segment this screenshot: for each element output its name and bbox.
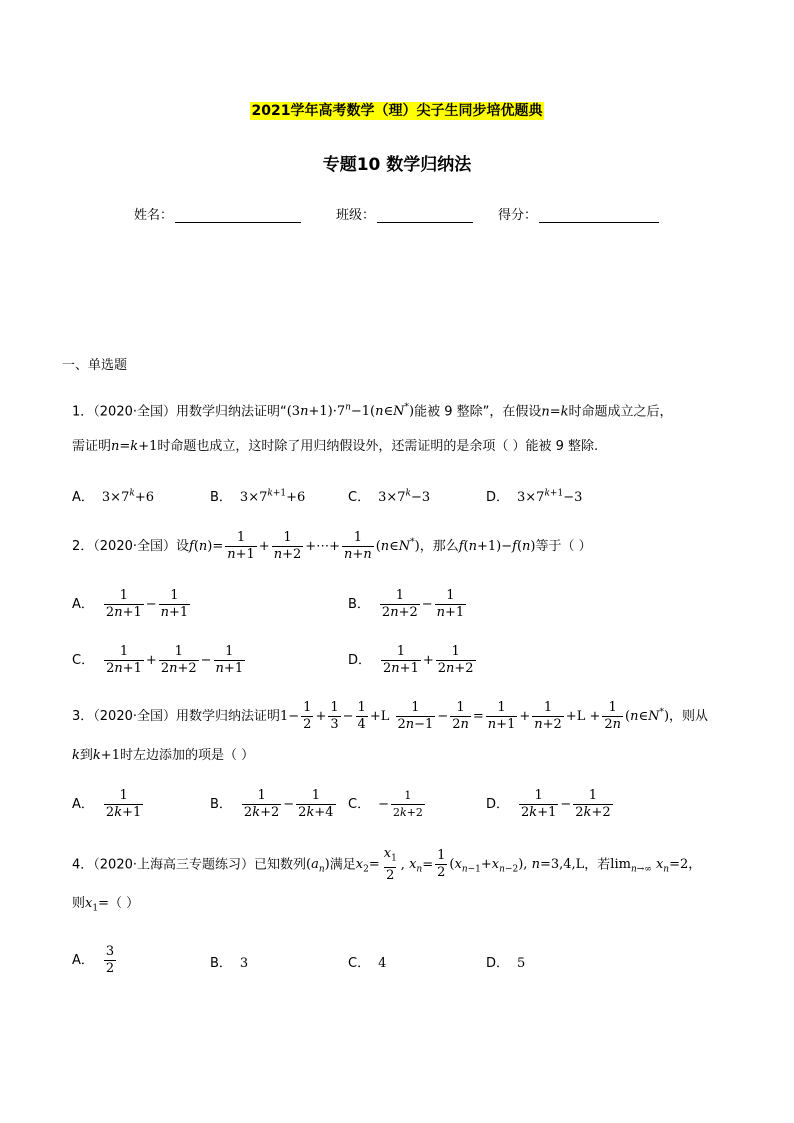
- option-label: C．: [72, 653, 95, 668]
- q4-line2b: （ ）: [109, 896, 140, 911]
- name-label: 姓名：: [134, 208, 174, 223]
- q2-option-d[interactable]: D． $\frac{1}{2n+1}$ + $\frac{1}{2n+2}$: [348, 644, 474, 676]
- option-label: C．: [348, 490, 371, 505]
- q3-prefix: 3．（2020·全国）用数学归纳法证明: [72, 709, 280, 724]
- option-text: 3×7: [239, 490, 268, 505]
- class-label: 班级：: [336, 208, 376, 223]
- q1-mid: 能被 9 整除”，在假设: [414, 404, 542, 420]
- option-label: D．: [348, 653, 372, 668]
- option-label: B．: [210, 797, 232, 812]
- q2-option-b[interactable]: B． $\frac{1}{2n+2}$ − $\frac{1}{n+1}$: [348, 588, 465, 620]
- score-field: [498, 204, 659, 223]
- q4-mid: 满足: [329, 857, 356, 873]
- q1-line2b: 时命题也成立，这时除了用归纳假设外，还需证明的是余项（ ）能被 9 整除.: [157, 439, 599, 454]
- question-4-line-1: 4．（2020·上海高三专题练习）已知数列$(a_n)$满足$x_2=$ $\frac{x_1}{2}$ , $x_n=$ $\frac{1}{2}$ $(x_{n-1}+x_{n-2})$, n=3,4,L，若$\lim_{n\to\infty} x_n=2$，: [72, 846, 702, 883]
- option-text: 3×7: [517, 490, 545, 505]
- q3-line2b: 时左边添加的项是（ ）: [119, 748, 255, 763]
- score-label: 得分：: [498, 208, 538, 223]
- option-label: A．: [72, 490, 94, 505]
- q4-option-a[interactable]: A． $\frac{3}{2}$: [72, 944, 115, 976]
- q2-mid: ，那么: [419, 539, 459, 554]
- class-blank[interactable]: [377, 208, 473, 223]
- option-label: C．: [348, 797, 371, 812]
- option-label: A．: [72, 597, 94, 612]
- option-text: 4: [378, 956, 387, 971]
- option-label: B．: [348, 597, 370, 612]
- option-text: 3×7: [101, 490, 130, 505]
- q1-mid2: 时命题成立之后，: [568, 404, 673, 420]
- q2-option-a[interactable]: A． $\frac{1}{2n+1}$ − $\frac{1}{n+1}$: [72, 588, 189, 620]
- q4-line2: 则: [72, 896, 86, 911]
- q1-option-c[interactable]: C． $3\times 7^k-3$: [348, 488, 431, 505]
- option-label: B．: [210, 956, 232, 971]
- document-title: [0, 100, 794, 120]
- q3-option-b[interactable]: B． $\frac{1}{2k+2}$ − $\frac{1}{2k+4}$: [210, 788, 334, 820]
- question-4-line-2: 则$x_1=$（ ）: [72, 896, 140, 914]
- option-text: 5: [517, 956, 526, 971]
- q4-mid2: ，若: [584, 857, 611, 873]
- class-field: [336, 204, 473, 223]
- q1-option-d[interactable]: D． $3\times 7^{k+1}-3$: [486, 488, 583, 505]
- option-label: B．: [210, 490, 232, 505]
- q4-prefix: 4．（2020·上海高三专题练习）已知数列: [72, 857, 306, 873]
- q1-option-b[interactable]: B． $3\times 7^{k+1}+6$: [210, 488, 306, 505]
- q3-line2: 到: [79, 748, 93, 763]
- q1-option-a[interactable]: A． $3\times 7^k+6$: [72, 488, 154, 505]
- option-label: D．: [486, 797, 510, 812]
- option-text: 3×7: [378, 490, 406, 505]
- name-blank[interactable]: [175, 208, 301, 223]
- question-3-line-2: k到k+1时左边添加的项是（ ）: [72, 748, 255, 763]
- q2-option-c[interactable]: C． $\frac{1}{2n+1}$ + $\frac{1}{2n+2}$ − $\frac{1}{n+1}$: [72, 644, 244, 676]
- topic-title: 专题10 数学归纳法: [322, 155, 472, 175]
- q4-option-c[interactable]: [348, 952, 386, 971]
- q3-option-c[interactable]: C． − $\frac{1}{2k+2}$: [348, 789, 423, 819]
- score-blank[interactable]: [539, 208, 659, 223]
- q1-line2a: 需证明: [72, 439, 112, 454]
- option-text: 3: [239, 956, 249, 971]
- q4-option-d[interactable]: [486, 952, 525, 971]
- question-1-line-1: 1．（2020·全国）用数学归纳法证明“$(3n+1)\cdot 7^n-1(n\in N^*)$能被 9 整除”，在假设n=k时命题成立之后，: [72, 403, 673, 420]
- q3-option-d[interactable]: D． $\frac{1}{2k+1}$ − $\frac{1}{2k+2}$: [486, 788, 611, 820]
- option-label: A．: [72, 953, 94, 968]
- q2-prefix: 2．（2020·全国）设: [72, 539, 189, 554]
- question-2: 2．（2020·全国）设f(n)= $\frac{1}{n+1}$ + $\frac{1}{n+2}$ +⋯+ $\frac{1}{n+n}$ (n∈N*)，那么f(n+1)−f(n)等于（ ）: [72, 530, 592, 562]
- section-title: 一、单选题: [62, 358, 128, 373]
- option-label: D．: [486, 956, 510, 971]
- q4-option-b[interactable]: [210, 952, 248, 971]
- name-field: [134, 204, 301, 223]
- q2-suffix: 等于（ ）: [535, 539, 592, 554]
- q3-suffix: ，则从: [669, 709, 709, 724]
- option-label: C．: [348, 956, 371, 971]
- q1-prefix: 1．（2020·全国）用数学归纳法证明“: [72, 404, 287, 420]
- document-title-text: 2021学年高考数学（理）尖子生同步培优题典: [251, 103, 543, 119]
- question-3-line-1: 3．（2020·全国）用数学归纳法证明1− $\frac{1}{2}$ + $\frac{1}{3}$ − $\frac{1}{4}$ +L $\frac{1}{2n-1}$ − $\frac{1}{2n}$ = $\frac{1}{n+1}$ + $\frac{1}{n+2}$ +L + $\frac{1}{2n}$ (n∈N*)，则从: [72, 700, 709, 732]
- option-label: D．: [486, 490, 510, 505]
- q3-option-a[interactable]: A． $\frac{1}{2k+1}$: [72, 788, 142, 820]
- question-1-line-2: 需证明n=k+1时命题也成立，这时除了用归纳假设外，还需证明的是余项（ ）能被 9 整除.: [72, 439, 599, 454]
- option-label: A．: [72, 797, 94, 812]
